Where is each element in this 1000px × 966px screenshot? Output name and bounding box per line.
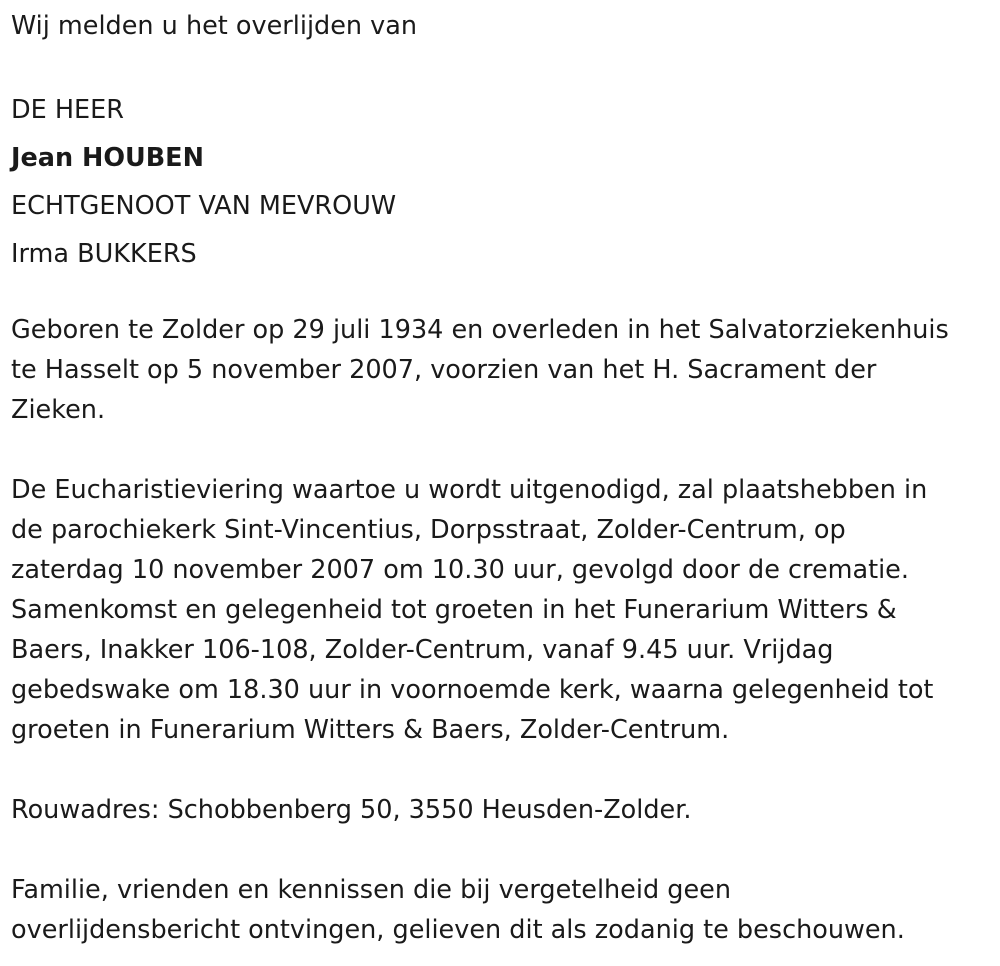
ceremony-paragraph — [11, 470, 991, 750]
paragraph-line: overlijdensbericht ontvingen, gelieven dit als zodanig te beschouwen. — [11, 915, 905, 945]
paragraph-line: Familie, vrienden en kennissen die bij vergetelheid geen — [11, 875, 731, 905]
paragraph-line: zaterdag 10 november 2007 om 10.30 uur, gevolgd door de crematie. — [11, 555, 909, 585]
spacer — [11, 830, 991, 870]
closing-paragraph — [11, 870, 991, 950]
paragraph-line: gebedswake om 18.30 uur in voornoemde kerk, waarna gelegenheid tot — [11, 675, 934, 705]
spacer — [11, 750, 991, 790]
address-line: Rouwadres: Schobbenberg 50, 3550 Heusden-Zolder. — [11, 795, 692, 825]
paragraph-line: Geboren te Zolder op 29 juli 1934 en overleden in het Salvatorziekenhuis — [11, 315, 949, 345]
spacer — [11, 46, 991, 86]
spacer — [11, 278, 991, 310]
paragraph-line: de parochiekerk Sint-Vincentius, Dorpsstraat, Zolder-Centrum, op — [11, 515, 846, 545]
spacer — [11, 430, 991, 470]
spouse-label: ECHTGENOOT VAN MEVROUW — [11, 191, 397, 221]
paragraph-line: groeten in Funerarium Witters & Baers, Zolder-Centrum. — [11, 715, 730, 745]
intro-line: Wij melden u het overlijden van — [11, 11, 418, 41]
paragraph-line: te Hasselt op 5 november 2007, voorzien van het H. Sacrament der — [11, 355, 877, 385]
paragraph-line: Zieken. — [11, 395, 106, 425]
title-line: DE HEER — [11, 95, 124, 125]
paragraph-line: Samenkomst en gelegenheid tot groeten in het Funerarium Witters & — [11, 595, 897, 625]
deceased-name: Jean HOUBEN — [11, 143, 204, 173]
paragraph-line: Baers, Inakker 106-108, Zolder-Centrum, vanaf 9.45 uur. Vrijdag — [11, 635, 834, 665]
spouse-name: Irma BUKKERS — [11, 239, 197, 269]
death-notice — [11, 6, 991, 950]
birth-paragraph — [11, 310, 991, 430]
paragraph-line: De Eucharistieviering waartoe u wordt uitgenodigd, zal plaatshebben in — [11, 475, 928, 505]
